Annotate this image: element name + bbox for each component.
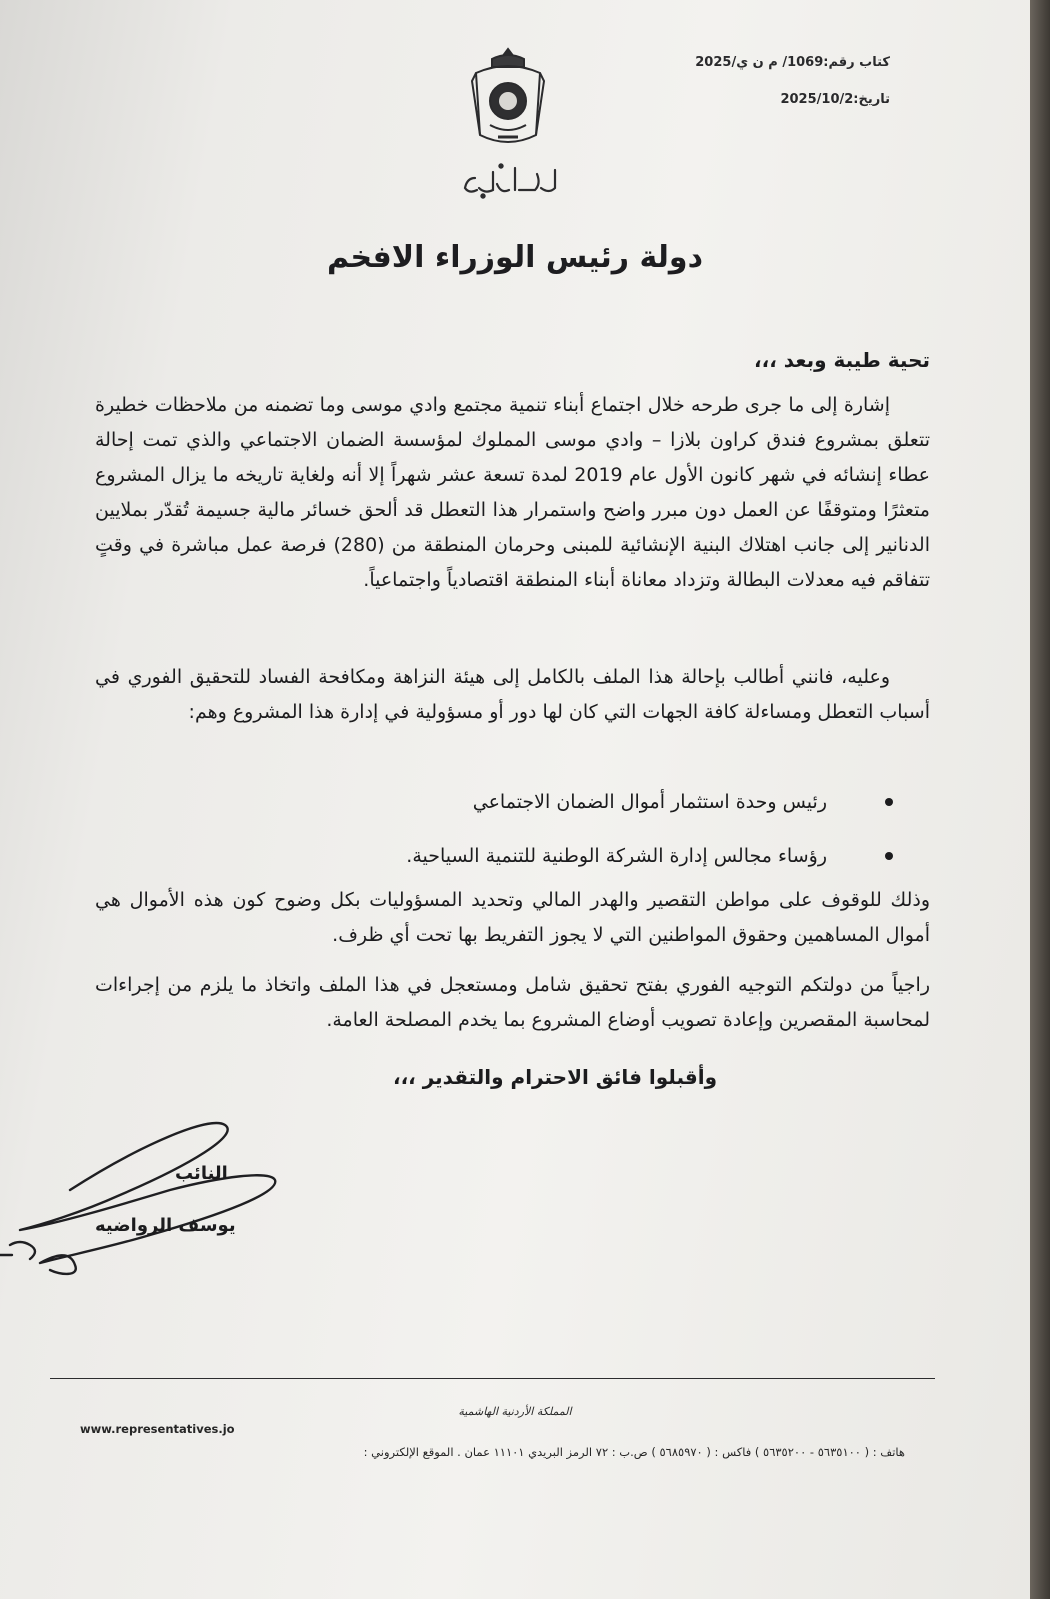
footer-divider bbox=[50, 1378, 935, 1379]
accountable-list bbox=[145, 780, 845, 888]
reference-number: كتاب رقم:1069/ م ن ي/2025 bbox=[695, 55, 890, 70]
signatory-title: النائب bbox=[175, 1163, 228, 1184]
page-edge bbox=[1030, 0, 1050, 1599]
footer-organization: المملكة الأردنية الهاشمية bbox=[458, 1405, 572, 1418]
paragraph-3: وذلك للوقوف على مواطن التقصير والهدر المالي وتحديد المسؤوليات بكل وضوح كون هذه الأموال هي أموال المساهمين وحقوق المواطنين التي لا يجوز التفريط بها تحت أي ظرف. bbox=[95, 889, 930, 946]
signatory-name: يوسف الرواضيه bbox=[95, 1215, 236, 1236]
footer-website: www.representatives.jo bbox=[80, 1422, 235, 1436]
jordan-coat-of-arms-icon bbox=[468, 45, 548, 150]
paragraph-4: راجياً من دولتكم التوجيه الفوري بفتح تحقيق شامل ومستعجل في هذا الملف واتخاذ ما يلزم من إجراءات لمحاسبة المقصرين وإعادة تصويب أوضاع المشروع بما يخدم المصلحة العامة. bbox=[95, 974, 930, 1031]
reference-date: تاريخ:2025/10/2 bbox=[780, 92, 890, 107]
paragraph-1: إشارة إلى ما جرى طرحه خلال اجتماع أبناء تنمية مجتمع وادي موسى وما تضمنه من ملاحظات خطيرة تتعلق بمشروع فندق كراون بلازا – وادي موسى المملوك لمؤسسة الضمان الاجتماعي والذي تمت إحالة عطاء إنشائه في شهر كانون الأول عام 2019 لمدة تسعة عشر شهراً إلا أنه ولغاية تاريخه ما يزال المشروع متعثرًا ومتوقفًا عن العمل دون مبرر واضح واستمرار هذا التعطل قد ألحق خسائر مالية جسيمة تُقدّر بملايين الدنانير إلى جانب اهتلاك البنية الإنشائية للمبنى وحرمان المنطقة من (280) فرصة عمل مباشرة في وقتٍ تتفاقم فيه معدلات البطالة وتزداد معاناة أبناء المنطقة اقتصادياً واجتماعياً. bbox=[95, 394, 930, 591]
closing-line: وأقبلوا فائق الاحترام والتقدير ،،، bbox=[392, 1065, 718, 1089]
list-item: رئيس وحدة استثمار أموال الضمان الاجتماعي bbox=[145, 780, 845, 834]
addressee: دولة رئيس الوزراء الافخم bbox=[327, 240, 703, 275]
paragraph-2: وعليه، فانني أطالب بإحالة هذا الملف بالكامل إلى هيئة النزاهة ومكافحة الفساد للتحقيق الفوري في أسباب التعطل ومساءلة كافة الجهات التي كان لها دور أو مسؤولية في إدارة هذا المشروع وهم: bbox=[95, 666, 930, 723]
footer-contact: هاتف : ( ٥٦٣٥١٠٠ - ٥٦٣٥٢٠٠ ) فاكس : ( ٥٦٨٥٩٧٠ ) ص.ب : ٧٢ الرمز البريدي ١١١٠١ عمان . الموقع الإلكتروني : bbox=[363, 1445, 905, 1459]
handwritten-signature bbox=[0, 1105, 300, 1285]
greeting: تحية طيبة وبعد ،،، bbox=[754, 348, 930, 372]
council-logo-icon bbox=[455, 160, 565, 200]
list-item: رؤساء مجالس إدارة الشركة الوطنية للتنمية السياحية. bbox=[145, 834, 845, 888]
